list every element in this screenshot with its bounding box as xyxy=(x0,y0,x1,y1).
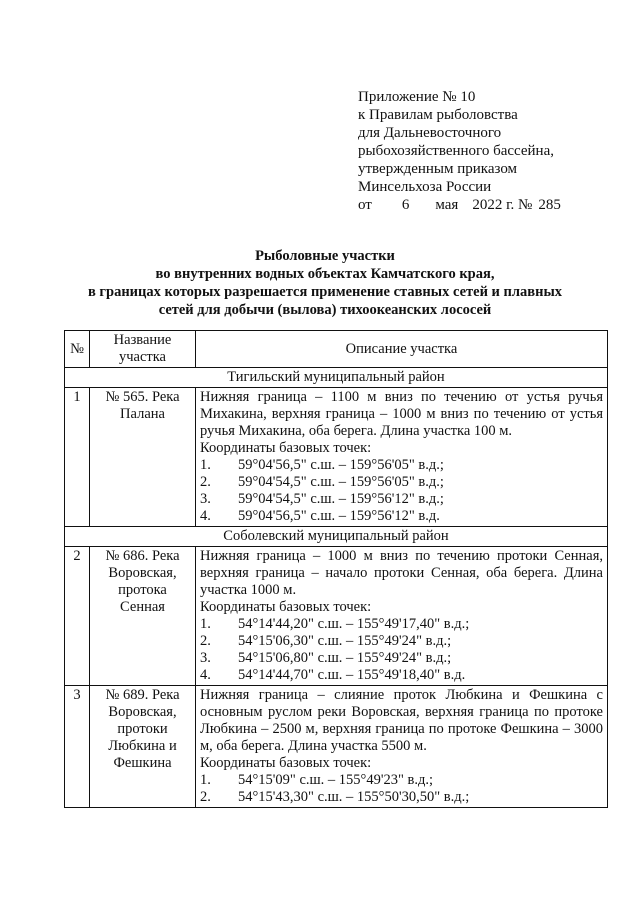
appendix-line: утвержденным приказом xyxy=(358,161,518,177)
district-row xyxy=(65,368,608,388)
appendix-line: для Дальневосточного xyxy=(358,125,502,141)
appendix-line: к Правилам рыболовства xyxy=(358,107,518,123)
coord-item: 4. 59°04'56,5" с.ш. – 159°56'12" в.д. xyxy=(200,508,440,524)
coord-item: 2. 54°15'43,30" с.ш. – 155°50'30,50" в.д.; xyxy=(200,789,470,805)
title-line: во внутренних водных объектах Камчатского края, xyxy=(155,266,495,282)
appendix-line: Приложение № 10 xyxy=(358,89,476,105)
date-month: мая xyxy=(435,197,459,213)
row-num: 2 xyxy=(65,547,90,686)
row-description: Нижняя граница – слияние проток Любкина и Фешкина с основным руслом реки Воровская, верхняя граница по протоке Любкина – 2500 м, верхняя граница по протоке Фешкина – 3000 м, оба берега. Длина участка 5500 м. xyxy=(200,687,603,754)
table-row xyxy=(65,547,608,686)
title-line: Рыболовные участки xyxy=(255,248,395,264)
table-header-row xyxy=(65,331,608,368)
coord-item: 1. 54°15'09" с.ш. – 155°49'23" в.д.; xyxy=(200,772,434,788)
table-row xyxy=(65,686,608,808)
row-num: 1 xyxy=(65,388,90,527)
coord-item: 3. 59°04'54,5" с.ш. – 159°56'12" в.д.; xyxy=(200,491,444,507)
title-line: в границах которых разрешается применение ставных сетей и плавных xyxy=(87,284,563,300)
coord-item: 1. 59°04'56,5" с.ш. – 159°56'05" в.д.; xyxy=(200,457,444,473)
document-title xyxy=(40,247,610,319)
coord-item: 3. 54°15'06,80" с.ш. – 155°49'24" в.д.; xyxy=(200,650,452,666)
table-row xyxy=(65,388,608,527)
district-row xyxy=(65,527,608,547)
coord-item: 2. 54°15'06,30" с.ш. – 155°49'24" в.д.; xyxy=(200,633,452,649)
header-desc: Описание участка xyxy=(196,331,608,368)
header-num: № xyxy=(65,331,90,368)
date-day: 6 xyxy=(401,197,410,213)
row-description: Нижняя граница – 1000 м вниз по течению протоки Сенная, верхняя граница – начало протоки Сенная, оба берега. Длина участка 1000 м. xyxy=(200,548,603,598)
row-name: № 689. Река Воровская, протоки Любкина и Фешкина xyxy=(90,686,196,808)
date-prefix: от xyxy=(358,197,372,213)
date-year: 2022 г. № xyxy=(472,197,533,213)
coord-item: 2. 59°04'54,5" с.ш. – 159°56'05" в.д.; xyxy=(200,474,444,490)
row-name: № 686. Река Воровская, протока Сенная xyxy=(90,547,196,686)
row-num: 3 xyxy=(65,686,90,808)
fishing-areas-table xyxy=(64,330,608,808)
district-name: Соболевский муниципальный район xyxy=(65,527,608,547)
order-date-line xyxy=(358,196,561,214)
appendix-line: Минсельхоза России xyxy=(358,179,492,195)
order-number: 285 xyxy=(538,197,561,213)
coords-label: Координаты базовых точек: xyxy=(200,599,372,615)
coord-item: 1. 54°14'44,20" с.ш. – 155°49'17,40" в.д.; xyxy=(200,616,470,632)
header-name: Название участка xyxy=(90,331,196,368)
coords-label: Координаты базовых точек: xyxy=(200,440,372,456)
title-line: сетей для добычи (вылова) тихоокеанских лососей xyxy=(158,302,492,318)
row-desc-cell xyxy=(196,388,608,527)
coords-label: Координаты базовых точек: xyxy=(200,755,372,771)
district-name: Тигильский муниципальный район xyxy=(65,368,608,388)
appendix-line: рыбохозяйственного бассейна, xyxy=(358,143,554,159)
coord-item: 4. 54°14'44,70" с.ш. – 155°49'18,40" в.д. xyxy=(200,667,466,683)
appendix-block xyxy=(358,88,561,214)
row-desc-cell xyxy=(196,686,608,808)
row-description: Нижняя граница – 1100 м вниз по течению от устья ручья Михакина, верхняя граница – 1000 м вниз по течению от устья ручья Михакина, оба берега. Длина участка 100 м. xyxy=(200,389,603,439)
row-desc-cell xyxy=(196,547,608,686)
row-name: № 565. Река Палана xyxy=(90,388,196,527)
